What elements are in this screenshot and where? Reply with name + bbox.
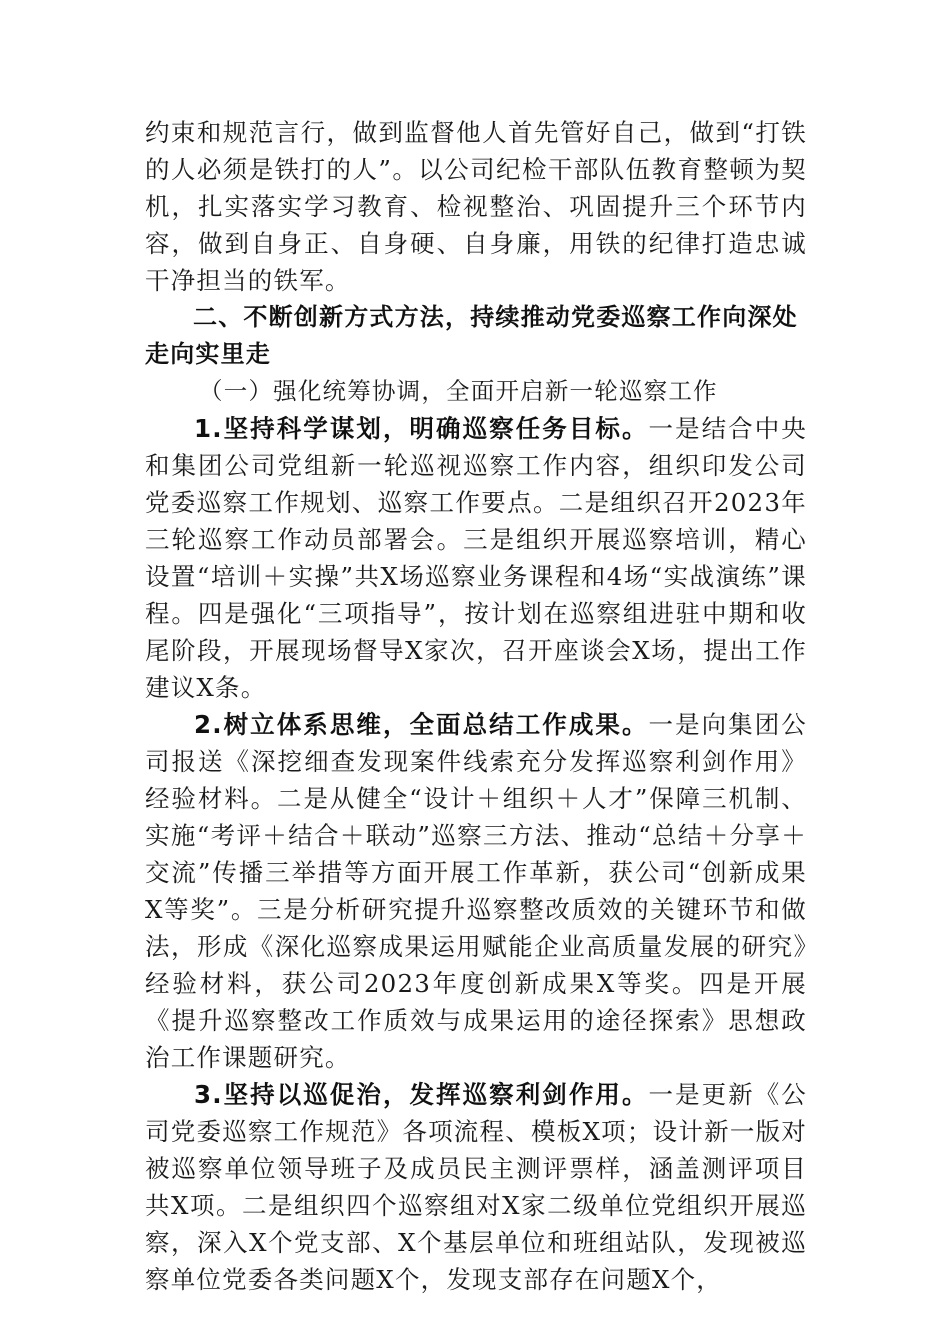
section-heading: 二、不断创新方式方法，持续推动党委巡察工作向深处走向实里走 (145, 303, 798, 368)
document-body (145, 114, 807, 1298)
item-1-lead: 1.坚持科学谋划，明确巡察任务目标。 (194, 414, 649, 443)
paragraph-item-3 (145, 1076, 807, 1298)
item-2-body: 一是向集团公司报送《深挖细查发现案件线索充分发挥巡察利剑作用》经验材料。二是从健全“设计＋组织＋人才”保障三机制、实施“考评＋结合＋联动”巡察三方法、推动“总结＋分享＋交流”传播三举措等方面开展工作革新，获公司“创新成果X等奖”。三是分析研究提升巡察整改质效的关键环节和做法，形成《深化巡察成果运用赋能企业高质量发展的研究》经验材料，获公司2023年度创新成果X等奖。四是开展《提升巡察整改工作质效与成果运用的途径探索》思想政治工作课题研究。 (145, 710, 807, 1072)
item-2-lead: 2.树立体系思维，全面总结工作成果。 (194, 710, 649, 739)
subsection-heading: （一）强化统筹协调，全面开启新一轮巡察工作 (199, 377, 718, 405)
item-3-body: 一是更新《公司党委巡察工作规范》各项流程、模板X项；设计新一版对被巡察单位领导班子及成员民主测评票样，涵盖测评项目共X项。二是组织四个巡察组对X家二级单位党组织开展巡察，深入X个党支部、X个基层单位和班组站队，发现被巡察单位党委各类问题X个，发现支部存在问题X个， (145, 1080, 807, 1294)
paragraph-item-1 (145, 410, 807, 706)
item-3-lead: 3.坚持以巡促治，发挥巡察利剑作用。 (194, 1080, 649, 1109)
paragraph-item-2 (145, 706, 807, 1076)
item-1-body: 一是结合中央和集团公司党组新一轮巡视巡察工作内容，组织印发公司党委巡察工作规划、巡察工作要点。二是组织召开2023年三轮巡察工作动员部署会。三是组织开展巡察培训，精心设置“培训＋实操”共X场巡察业务课程和4场“实战演练”课程。四是强化“三项指导”，按计划在巡察组进驻中期和收尾阶段，开展现场督导X家次，召开座谈会X场，提出工作建议X条。 (145, 414, 807, 702)
paragraph-continuation: 约束和规范言行，做到监督他人首先管好自己，做到“打铁的人必须是铁打的人”。以公司纪检干部队伍教育整顿为契机，扎实落实学习教育、检视整治、巩固提升三个环节内容，做到自身正、自身硬、自身廉，用铁的纪律打造忠诚干净担当的铁军。 (145, 118, 807, 295)
